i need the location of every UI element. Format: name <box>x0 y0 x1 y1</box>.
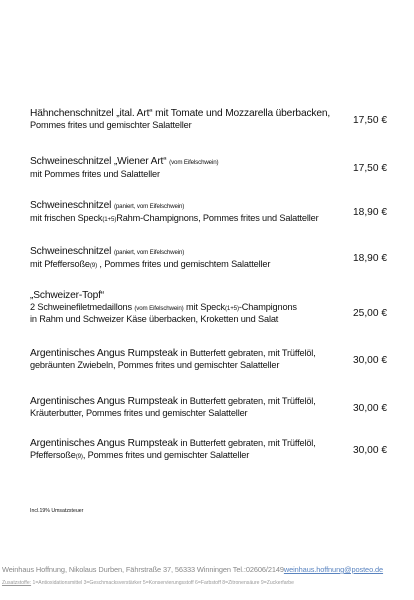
tax-note: Incl.19% Umsatzsteuer <box>30 508 84 514</box>
menu-item-text: in Butterfett gebraten, mit Trüffelöl, <box>180 396 316 406</box>
menu-item-text: , Pommes frites und gemischter Salatteller <box>82 449 250 460</box>
footer-email-link[interactable]: weinhaus.hoffnung@posteo.de <box>283 565 384 574</box>
menu-item-text: Pommes frites und gemischter Salatteller <box>30 119 192 130</box>
menu-item-text: Schweineschnitzel „Wiener Art“ <box>30 156 170 167</box>
menu-item-text: mit frischen Speck <box>30 212 103 223</box>
menu-item-title-line <box>30 108 390 120</box>
menu-item <box>30 438 390 462</box>
menu-item-title-line <box>30 438 390 450</box>
menu-item-price: 18,90 € <box>353 207 387 218</box>
menu-item-price: 17,50 € <box>353 163 387 174</box>
footer-additives-line <box>2 580 294 586</box>
footer-address: Weinhaus Hoffnung, Nikolaus Durben, Fährstraße 37, 56333 Winningen Tel.:02606/2149 <box>2 565 284 574</box>
menu-item-description-line <box>30 259 390 272</box>
menu-item-text: Argentinisches Angus Rumpsteak <box>30 348 181 359</box>
menu-item-description-line <box>30 314 390 326</box>
menu-item-text: Schweineschnitzel <box>30 246 114 257</box>
menu-item-title-line <box>30 200 390 213</box>
menu-item <box>30 200 390 225</box>
menu-item-price: 30,00 € <box>353 403 387 414</box>
menu-item-title-line <box>30 246 390 259</box>
menu-item-description-line <box>30 450 390 463</box>
menu-item-title-line <box>30 156 390 169</box>
menu-item-text: Hähnchenschnitzel „ital. Art“ mit Tomate und Mozzarella überbacken, <box>30 108 331 119</box>
menu-item <box>30 396 390 419</box>
menu-item <box>30 290 390 326</box>
menu-item-text: mit Speck <box>183 301 225 312</box>
menu-item-note: (paniert, vom Eifelschwein) <box>113 249 185 256</box>
menu-item-text: Pfeffersoße <box>30 449 76 460</box>
menu-item-price: 25,00 € <box>353 308 387 319</box>
menu-item-note: (1+5) <box>225 304 239 312</box>
additives-label: Zusatzstoffe: <box>2 580 32 586</box>
menu-item-description-line <box>30 302 390 315</box>
additives-text: 1=Antioxidationsmittel 3=Geschmacksverstärker 5=Konservierungsstoff 6=Farbstoff 8=Zitronensäure 9=Zuckerfarbe <box>31 580 294 586</box>
menu-item-text: Rahm-Champignons, Pommes frites und Salatteller <box>116 212 319 223</box>
menu-item <box>30 156 390 180</box>
menu-item-note: (vom Eifelschwein) <box>134 304 184 312</box>
menu-item-price: 30,00 € <box>353 355 387 366</box>
menu-item-description-line <box>30 169 390 181</box>
menu-item-text: 2 Schweinefiletmedaillons <box>30 301 135 312</box>
menu-item-text: mit Pfeffersoße <box>30 258 90 269</box>
menu-item-price: 30,00 € <box>353 445 387 456</box>
menu-item-note: (9) <box>75 452 83 460</box>
menu-item-note: (9) <box>89 261 97 269</box>
menu-item-text: in Butterfett gebraten, mit Trüffelöl, <box>180 348 316 358</box>
menu-item-description-line <box>30 213 390 226</box>
menu-item-title-line <box>30 290 390 302</box>
menu-item-text: in Butterfett gebraten, mit Trüffelöl, <box>180 438 316 448</box>
menu-item <box>30 108 390 131</box>
menu-item-note: (1+5) <box>102 215 117 223</box>
menu-item-title-line <box>30 396 390 408</box>
menu-item-text: Argentinisches Angus Rumpsteak <box>30 438 181 449</box>
menu-item-title-line <box>30 348 390 360</box>
menu-item-text: mit Pommes frites und Salatteller <box>30 168 160 179</box>
menu-item-text: Argentinisches Angus Rumpsteak <box>30 396 181 407</box>
menu-item-text: Schweineschnitzel <box>30 200 114 211</box>
menu-item-price: 18,90 € <box>353 253 387 264</box>
footer-address-line <box>2 565 383 574</box>
menu-item-price: 17,50 € <box>353 115 387 126</box>
menu-item <box>30 348 390 371</box>
menu-item-text: „Schweizer-Topf“ <box>30 290 105 301</box>
menu-item-note: (paniert, vom Eifelschwein) <box>113 203 185 210</box>
menu-item-text: Kräuterbutter, Pommes frites und gemischter Salatteller <box>30 407 248 418</box>
menu-item-note: (vom Eifelschwein) <box>169 159 219 166</box>
menu-item-description-line <box>30 360 390 372</box>
menu-item-text: gebräunten Zwiebeln, Pommes frites und gemischter Salatteller <box>30 359 280 370</box>
menu-item <box>30 246 390 271</box>
menu-item-description-line <box>30 120 390 132</box>
menu-item-description-line <box>30 408 390 420</box>
menu-item-text: in Rahm und Schweizer Käse überbacken, Kroketten und Salat <box>30 314 279 324</box>
menu-item-text: , Pommes frites und gemischtem Salatteller <box>97 258 271 269</box>
menu-item-text: -Champignons <box>238 301 297 312</box>
